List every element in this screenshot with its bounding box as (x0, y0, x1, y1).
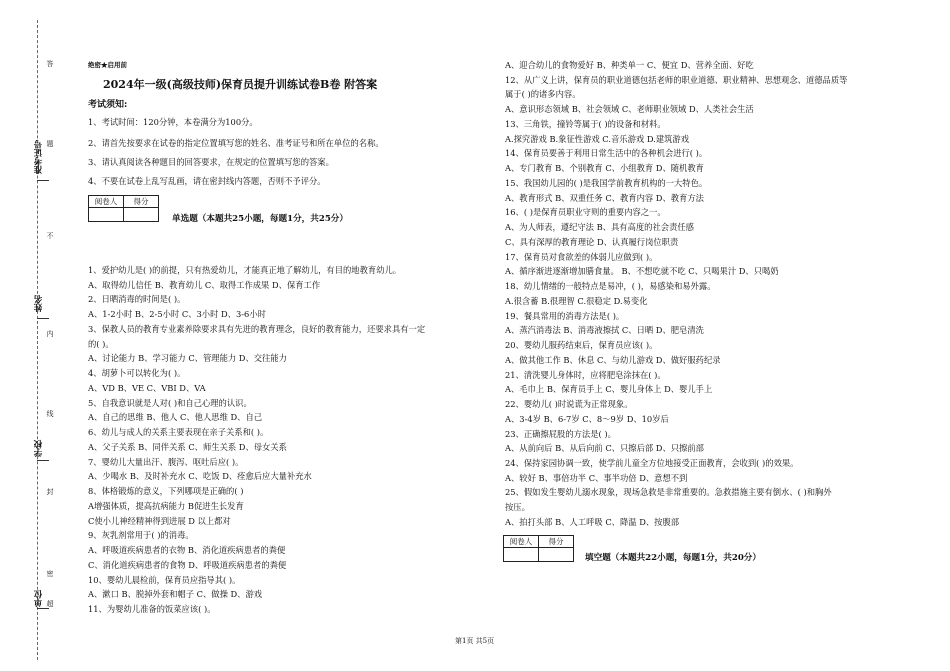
question-line: 8、体格锻炼的意义，下列哪项是正确的( ) (88, 486, 244, 497)
answer-options: C使小儿神经精神得到进展 D 以上都对 (88, 515, 231, 526)
grader-header: 阅卷人 (504, 536, 539, 548)
score-box (88, 195, 159, 222)
answer-options: A、呼吸道疾病患者的衣物 B、消化道疾病患者的粪便 (88, 545, 286, 556)
question-line: 属于( )的诸多内容。 (505, 89, 581, 100)
question-line: 15、我国幼儿园的( )是我国学前教育机构的一大特色。 (505, 177, 708, 188)
answer-options: A、取得幼儿信任 B、教育幼儿 C、取得工作成果 D、保育工作 (88, 279, 321, 290)
question-line: 20、婴幼儿服药结束后，保育员应该( )。 (505, 340, 658, 351)
grader-header: 阅卷人 (89, 196, 124, 208)
answer-options: A、专门教育 B、个别教育 C、小组教育 D、随机教育 (505, 163, 704, 174)
question-line: 2、日晒消毒的时间是( )。 (88, 294, 186, 305)
school-label: 学校 (34, 440, 44, 457)
answer-options: A、VD B、VE C、VBI D、VA (88, 382, 206, 393)
answer-options: A、拍打头部 B、人工呼吸 C、降温 D、按腹部 (505, 516, 680, 527)
score-cell[interactable] (539, 548, 574, 562)
answer-options: A、蒸汽消毒法 B、消毒液擦拭 C、日晒 D、肥皂清洗 (505, 325, 704, 336)
answer-options: A、为人师表，遵纪守法 B、具有高度的社会责任感 (505, 222, 694, 233)
answer-options: A、少喝水 B、及时补充水 C、吃饭 D、痊愈后应大量补充水 (88, 471, 312, 482)
answer-options: C、具有深厚的教育理论 D、认真履行岗位职责 (505, 236, 679, 247)
question-line: 11、为婴幼儿准备的饭菜应该( )。 (88, 604, 216, 615)
grader-cell[interactable] (504, 548, 539, 562)
answer-options: A、意识形态领域 B、社会领域 C、老师职业领域 D、人类社会生活 (505, 104, 754, 115)
exam-number-label: 准考证号 (34, 140, 44, 174)
question-line: 25、假如发生婴幼儿溺水现象，现场急救是非常重要的。急救措施主要有倒水、( )和胸外 (505, 487, 832, 498)
question-line: 24、保持家园协调一致，使学前儿童全方位地接受正面教育，会收到( )的效果。 (505, 457, 799, 468)
seal-char: 线 (46, 410, 54, 417)
question-line: 4、胡萝卜可以转化为( )。 (88, 368, 186, 379)
seal-line (37, 20, 38, 660)
seal-char: 内 (46, 330, 54, 337)
question-line: 14、保育员要善于利用日常生活中的各种机会进行( )。 (505, 148, 708, 159)
question-line: 9、灰乳剂常用于( )的消毒。 (88, 530, 194, 541)
question-line: 16、( )是保育员职业守则的重要内容之一。 (505, 207, 666, 218)
question-line: 23、正确擦屁股的方法是( )。 (505, 428, 616, 439)
question-line: 13、三角铁，撞铃等属于( )的设备和材料。 (505, 118, 666, 129)
seal-char: 超 (46, 600, 54, 607)
score-cell[interactable] (124, 208, 159, 222)
seal-char: 封 (46, 488, 54, 495)
page-title: 2024年一级(高级技师)保育员提升训练试卷B卷 附答案 (103, 78, 378, 91)
answer-options: A、自己的思维 B、他人 C、他人思维 D、自己 (88, 412, 263, 423)
question-line: 按压。 (505, 502, 530, 513)
answer-options: A、循序渐进逐渐增加膳食量。 B、不想吃就不吃 C、只喝果汁 D、只喝奶 (505, 266, 779, 277)
answer-options: A、较好 B、事倍功半 C、事半功倍 D、意想不到 (505, 472, 688, 483)
question-line: 21、清洗婴儿身体时，应将肥皂涂抹在( )。 (505, 369, 666, 380)
notice-item: 2、请首先按要求在试卷的指定位置填写您的姓名、准考证号和所在单位的名称。 (88, 138, 384, 148)
question-line: 6、幼儿与成人的关系主要表现在亲子关系和( )。 (88, 427, 269, 438)
question-line: 22、婴幼儿( )时说谎为正常现象。 (505, 399, 633, 410)
notice-item: 1、考试时间：120分钟，本卷满分为100分。 (88, 117, 258, 127)
name-label: 姓名 (34, 295, 44, 312)
score-header: 得分 (539, 536, 574, 548)
notice-heading: 考试须知: (88, 100, 128, 110)
question-line: 10、婴幼儿晨检前，保育员应指导其( )。 (88, 574, 241, 585)
answer-options: A.很含蓄 B.很理智 C.很稳定 D.易变化 (505, 295, 648, 306)
answer-options: A、1-2小时 B、2-5小时 C、3小时 D、3-6小时 (88, 309, 266, 320)
answer-options: A、教育形式 B、双重任务 C、教育内容 D、教育方法 (505, 192, 704, 203)
notice-item: 4、不要在试卷上乱写乱画，请在密封线内答题，否则不予评分。 (88, 176, 326, 186)
answer-options: A、从前向后 B、从后向前 C、只擦后部 D、只擦前部 (505, 443, 704, 454)
answer-options: A、讨论能力 B、学习能力 C、管理能力 D、交往能力 (88, 353, 287, 364)
exam-number-field[interactable] (37, 180, 49, 181)
grader-cell[interactable] (89, 208, 124, 222)
answer-options: A、迎合幼儿的食物爱好 B、种类单一 C、便宜 D、营养全面、好吃 (505, 60, 754, 70)
section-heading-fill-blank: 填空题（本题共22小题，每题1分，共20分） (585, 553, 761, 563)
answer-options: A增强体质，提高抗病能力 B促进生长发育 (88, 500, 244, 511)
name-field[interactable] (37, 318, 49, 319)
answer-options: A、3-4岁 B、6-7岁 C、8～9岁 D、10岁后 (505, 413, 669, 424)
answer-options: A、毛巾上 B、保育员手上 C、婴儿身体上 D、婴儿手上 (505, 384, 713, 395)
seal-char: 密 (46, 570, 54, 577)
section-heading-single-choice: 单选题（本题共25小题，每题1分，共25分） (172, 214, 348, 224)
seal-char: 不 (46, 232, 54, 239)
school-field[interactable] (37, 460, 49, 461)
unit-label: 单位 (34, 590, 44, 607)
answer-options: A.探究游戏 B.象征性游戏 C.音乐游戏 D.建筑游戏 (505, 133, 690, 144)
page-number: 第1页 共5页 (455, 637, 495, 645)
score-box (503, 535, 574, 562)
notice-item: 3、请认真阅读各种题目的回答要求，在规定的位置填写您的答案。 (88, 157, 334, 167)
score-header: 得分 (124, 196, 159, 208)
question-line: 18、幼儿情绪的一般特点是易冲，( )，易感染和易外露。 (505, 281, 716, 292)
seal-char: 题 (46, 140, 54, 147)
question-line: 17、保育员对食欲差的体弱儿应做到( )。 (505, 251, 658, 262)
question-line: 7、婴幼儿大量出汗、腹泻、呕吐后应( )。 (88, 456, 244, 467)
question-line: 12、从广义上讲，保育员的职业道德包括老师的职业道德、职业精神、思想观念、道德品质等 (505, 74, 848, 85)
question-line: 1、爱护幼儿是( )的前提，只有热爱幼儿，才能真正地了解幼儿，有目的地教育幼儿。 (88, 265, 402, 275)
answer-options: C、消化道疾病患者的食物 D、呼吸道疾病患者的粪便 (88, 559, 287, 570)
question-line: 5、自我意识就是人对( )和自己心理的认识。 (88, 397, 252, 408)
answer-options: A、做其他工作 B、休息 C、与幼儿游戏 D、做好服药纪录 (505, 354, 721, 365)
question-line: 3、保教人员的教育专业素养除要求具有先进的教育理念，良好的教育能力，还要求具有一定 (88, 323, 426, 334)
question-line: 19、餐具常用的消毒方法是( )。 (505, 310, 625, 321)
answer-options: A、漱口 B、脱掉外套和帽子 C、做操 D、游戏 (88, 589, 263, 600)
secret-mark: 绝密★启用前 (88, 61, 127, 69)
unit-field[interactable] (37, 608, 49, 609)
question-line: 的( )。 (88, 338, 114, 349)
seal-char: 答 (46, 60, 54, 67)
answer-options: A、父子关系 B、同伴关系 C、师生关系 D、母女关系 (88, 441, 287, 452)
